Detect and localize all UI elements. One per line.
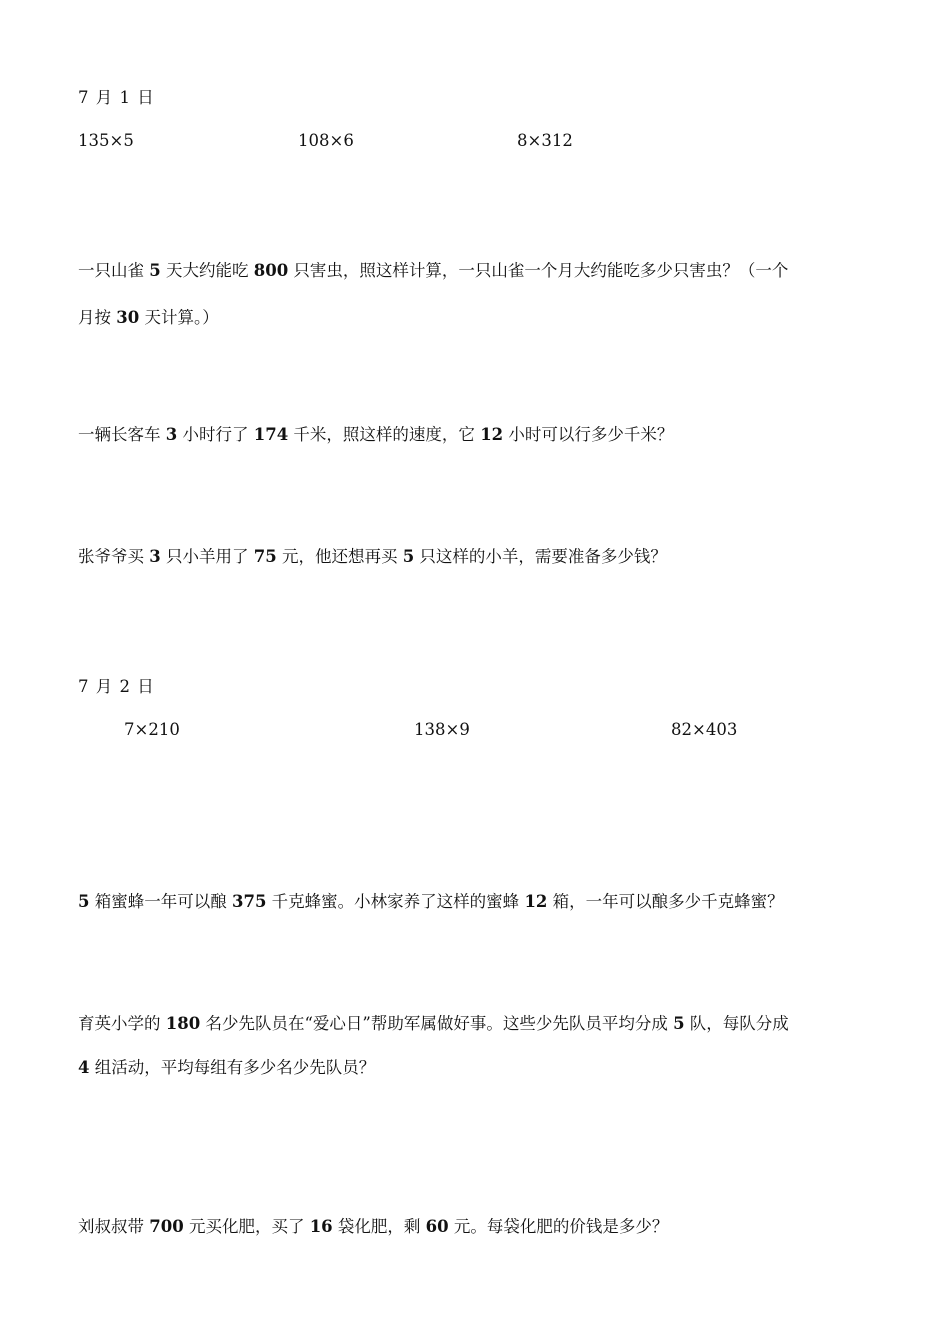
date-heading-day2: 7 月 2 日	[78, 677, 155, 696]
word-problem: 张爷爷买 3 只小羊用了 75 元，他还想再买 5 只这样的小羊，需要准备多少钱？	[78, 547, 667, 566]
calc-item: 138×9	[414, 720, 470, 739]
calc-item: 82×403	[671, 720, 738, 739]
word-problem-continued: 4 组活动，平均每组有多少名少先队员？	[78, 1058, 376, 1077]
word-problem: 一辆长客车 3 小时行了 174 千米，照这样的速度，它 12 小时可以行多少千米？	[78, 425, 674, 444]
word-problem: 刘叔叔带 700 元买化肥，买了 16 袋化肥，剩 60 元。每袋化肥的价钱是多少？	[78, 1217, 669, 1236]
word-problem: 5 箱蜜蜂一年可以酿 375 千克蜂蜜。小林家养了这样的蜜蜂 12 箱，一年可以酿多少千克蜂蜜？	[78, 892, 784, 911]
word-problem: 育英小学的 180 名少先队员在“爱心日”帮助军属做好事。这些少先队员平均分成 5 队，每队分成	[78, 1014, 789, 1033]
word-problem: 一只山雀 5 天大约能吃 800 只害虫，照这样计算，一只山雀一个月大约能吃多少只害虫？（一个	[78, 261, 789, 280]
date-heading-day1: 7 月 1 日	[78, 88, 155, 107]
calc-item: 8×312	[517, 131, 573, 150]
calc-item: 7×210	[124, 720, 180, 739]
calc-item: 108×6	[298, 131, 354, 150]
word-problem-continued: 月按 30 天计算。）	[78, 308, 219, 327]
calc-item: 135×5	[78, 131, 134, 150]
